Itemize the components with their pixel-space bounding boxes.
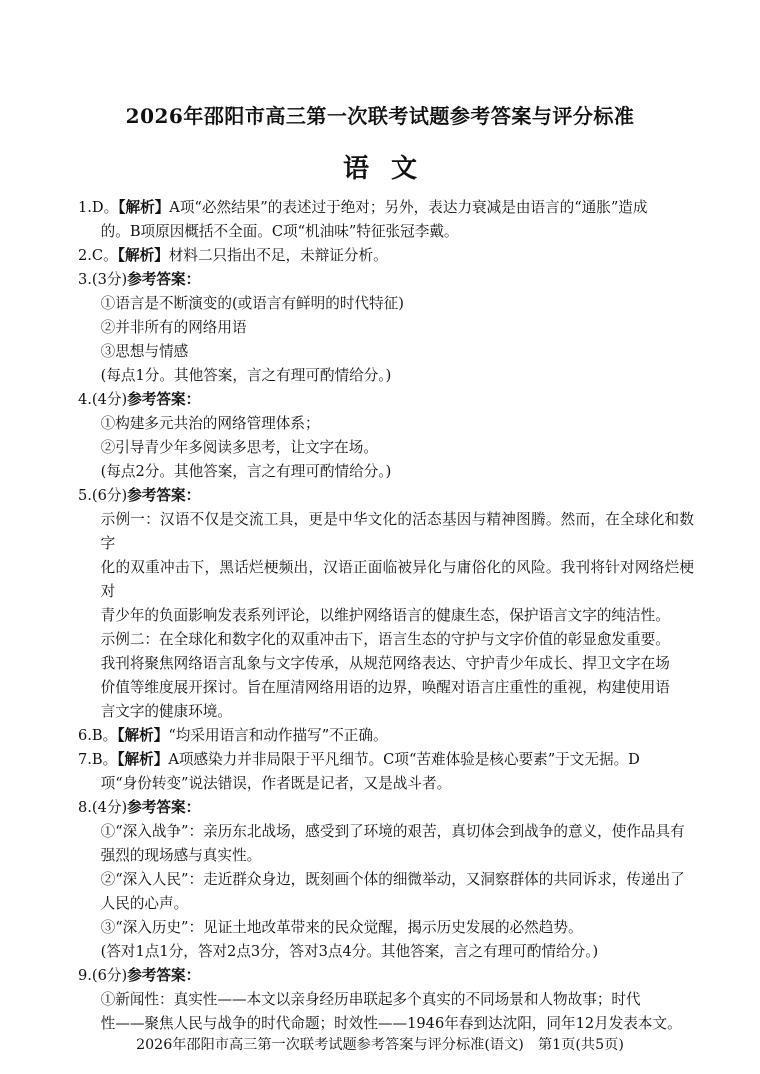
reference-answer-tag: 参考答案： [127,967,201,984]
question-number: 9.(6分) [78,967,128,984]
question-6 [78,724,694,748]
subject-heading: 语文 [342,154,439,184]
question-number: 2.C。 [78,247,118,264]
question-first-line [78,484,694,508]
analysis-tag: 【解析】 [117,247,169,264]
question-first-line [78,268,694,292]
question-text: A项感染力并非局限于平凡细节。C项“苦难体验是核心要素”于文无据。D [168,751,640,768]
question-2 [78,244,694,268]
answer-point: ①新闻性：真实性——本文以亲身经历串联起多个真实的不同场景和人物故事；时代 [100,991,641,1008]
question-number: 7.B。 [78,751,118,768]
answer-point: ①语言是不断演变的(或语言有鲜明的时代特征) [100,295,404,312]
answer-point: 人民的心声。 [100,895,189,912]
answer-point: ③“深入历史”：见证土地改革带来的民众觉醒，揭示历史发展的必然趋势。 [100,919,583,936]
question-number: 6.B。 [78,727,118,744]
reference-answer-tag: 参考答案： [127,799,201,816]
question-number: 1.D。 [78,199,119,216]
scoring-note: (每点2分。其他答案，言之有理可酌情给分。) [100,463,392,480]
question-text: A项“必然结果”的表述过于绝对；另外，表达力衰减是由语言的“通胀”造成 [169,199,648,216]
question-number: 5.(6分) [78,487,128,504]
question-8 [78,796,694,964]
answer-point: ①构建多元共治的网络管理体系； [100,415,320,432]
answer-point: ②引导青少年多阅读多思考，让文字在场。 [100,439,378,456]
question-first-line [78,724,694,748]
answer-point: ②并非所有的网络用语 [100,319,247,336]
question-line: 的。B项原因概括不全面。C项“机油味”特征张冠李戴。 [100,223,459,240]
scoring-note: (每点1分。其他答案，言之有理可酌情给分。) [100,367,392,384]
example-line: 价值等维度展开探讨。旨在厘清网络用语的边界，唤醒对语言庄重性的重视，构建使用语 [100,679,670,696]
example-line: 示例一：汉语不仅是交流工具，更是中华文化的活态基因与精神图腾。然而，在全球化和数字 [100,511,694,552]
reference-answer-tag: 参考答案： [127,391,201,408]
answer-point: 强烈的现场感与真实性。 [100,847,262,864]
question-first-line [78,244,694,268]
question-5 [78,484,694,724]
question-first-line [78,748,694,772]
question-line: 项“身份转变”说法错误，作者既是记者，又是战斗者。 [100,775,452,792]
question-9 [78,964,694,1036]
example-line: 化的双重冲击下，黑话烂梗频出，汉语正面临被异化与庸俗化的风险。我刊将针对网络烂梗对 [100,559,694,600]
example-line: 示例二：在全球化和数字化的双重冲击下，语言生态的守护与文字价值的彰显愈发重要。 [100,631,670,648]
example-line: 我刊将聚焦网络语言乱象与文字传承，从规范网络表达、守护青少年成长、捍卫文字在场 [100,655,670,672]
analysis-tag: 【解析】 [117,727,169,744]
question-7 [78,748,694,796]
question-number: 4.(4分) [78,391,128,408]
reference-answer-tag: 参考答案： [127,271,201,288]
answer-point: 性——聚焦人民与战争的时代命题；时效性——1946年春到达沈阳，同年12月发表本文。 [100,1015,682,1032]
answer-point: ②“深入人民”：走近群众身边，既刻画个体的细微举动，又洞察群体的共同诉求，传递出了 [100,871,685,888]
analysis-tag: 【解析】 [118,199,170,216]
question-number: 3.(3分) [78,271,128,288]
question-3 [78,268,694,388]
example-line: 言文字的健康环境。 [100,703,232,720]
question-first-line [78,964,694,988]
question-text: “均采用语言和动作描写”不正确。 [168,727,388,744]
analysis-tag: 【解析】 [117,751,169,768]
answer-point: ③思想与情感 [100,343,189,360]
answer-point: ①“深入战争”：亲历东北战场，感受到了环境的艰苦，真切体会到战争的意义，使作品具有 [100,823,685,840]
answer-content [78,196,694,1036]
question-text: 材料二只指出不足，未辩证分析。 [168,247,388,264]
example-line: 青少年的负面影响发表系列评论，以维护网络语言的健康生态，保护语言文字的纯洁性。 [100,607,670,624]
reference-answer-tag: 参考答案： [127,487,201,504]
question-first-line [78,388,694,412]
question-first-line [78,796,694,820]
question-number: 8.(4分) [78,799,128,816]
document-title: 2026年邵阳市高三第一次联考试题参考答案与评分标准 [125,104,635,128]
page-footer: 2026年邵阳市高三第一次联考试题参考答案与评分标准(语文) 第1页(共5页) [136,1037,624,1053]
question-4 [78,388,694,484]
scoring-note: (答对1点1分，答对2点3分，答对3点4分。其他答案，言之有理可酌情给分。) [100,943,599,960]
question-first-line [78,196,694,220]
question-1 [78,196,694,244]
